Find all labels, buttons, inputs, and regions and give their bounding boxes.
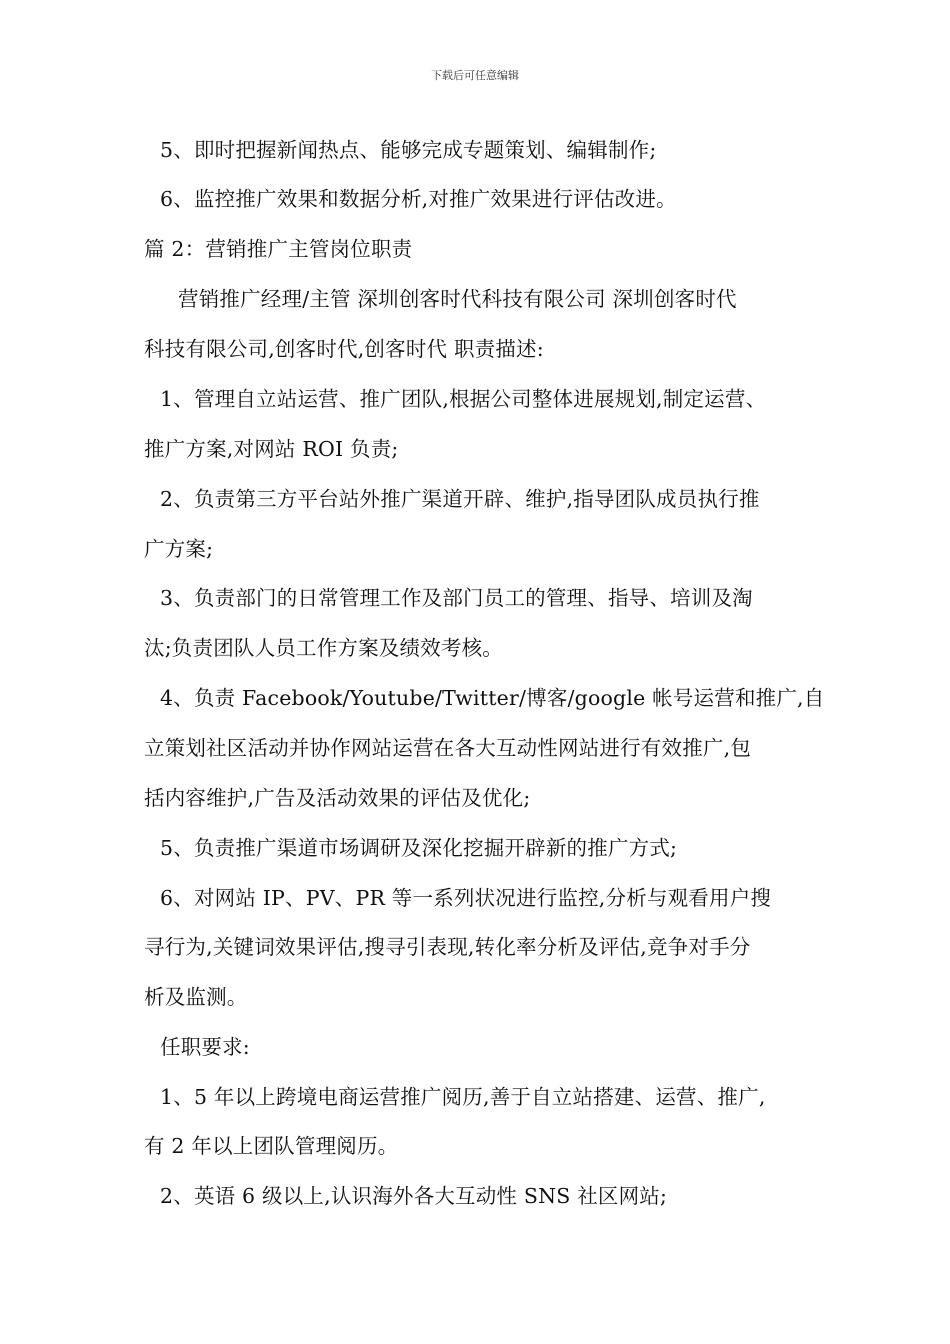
text-line: 括内容维护,广告及活动效果的评估及优化; xyxy=(144,786,531,810)
text-line: 汰;负责团队人员工作方案及绩效考核。 xyxy=(144,636,504,660)
text-line: 科技有限公司,创客时代,创客时代 职责描述: xyxy=(144,337,544,361)
text-line: 营销推广经理/主管 深圳创客时代科技有限公司 深圳创客时代 xyxy=(178,287,737,311)
text-line: 5、负责推广渠道市场调研及深化挖掘开辟新的推广方式; xyxy=(160,836,678,860)
text-line: 1、管理自立站运营、推广团队,根据公司整体进展规划,制定运营、 xyxy=(160,387,767,411)
text-line: 有 2 年以上团队管理阅历。 xyxy=(144,1134,399,1158)
section-heading: 任职要求: xyxy=(160,1035,250,1059)
text-line: 2、负责第三方平台站外推广渠道开辟、维护,指导团队成员执行推 xyxy=(160,487,760,511)
text-line: 寻行为,关键词效果评估,搜寻引表现,转化率分析及评估,竞争对手分 xyxy=(144,935,751,959)
section-heading: 篇 2：营销推广主管岗位职责 xyxy=(144,237,413,261)
text-line: 2、英语 6 级以上,认识海外各大互动性 SNS 社区网站; xyxy=(160,1184,668,1208)
text-line: 推广方案,对网站 ROI 负责; xyxy=(144,437,399,461)
text-line: 6、监控推广效果和数据分析,对推广效果进行评估改进。 xyxy=(160,187,677,211)
text-line: 5、即时把握新闻热点、能够完成专题策划、编辑制作; xyxy=(160,138,657,162)
text-line: 4、负责 Facebook/Youtube/Twitter/博客/google 帐号运营和推广,自 xyxy=(160,686,825,710)
text-line: 广方案; xyxy=(144,537,214,561)
text-line: 1、5 年以上跨境电商运营推广阅历,善于自立站搭建、运营、推广, xyxy=(160,1085,766,1109)
page-header: 下载后可任意编辑 xyxy=(431,69,519,82)
text-line: 析及监测。 xyxy=(144,985,248,1009)
text-line: 6、对网站 IP、PV、PR 等一系列状况进行监控,分析与观看用户搜 xyxy=(160,886,772,910)
text-line: 3、负责部门的日常管理工作及部门员工的管理、指导、培训及淘 xyxy=(160,586,753,610)
text-line: 立策划社区活动并协作网站运营在各大互动性网站进行有效推广,包 xyxy=(144,736,752,760)
